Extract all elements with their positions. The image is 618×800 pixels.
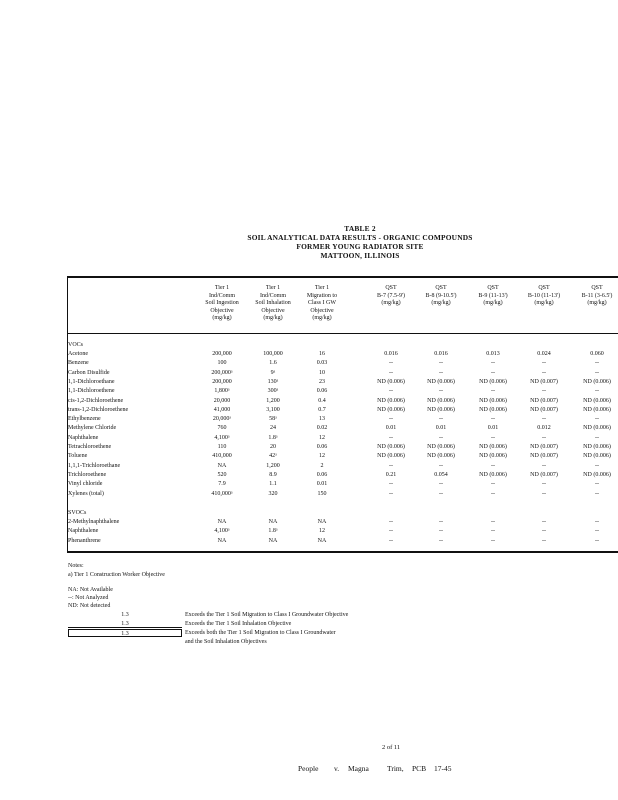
table-cell: ND (0.007) xyxy=(530,453,558,460)
column-header-line: B-7 (7.5-9') xyxy=(376,292,406,299)
table-cell: -- xyxy=(389,360,393,367)
table-number: TABLE 2 xyxy=(344,224,376,233)
column-header xyxy=(245,285,301,323)
footer-word-2: v. xyxy=(334,764,340,773)
table-cell: 0.024 xyxy=(537,351,551,357)
column-header-line: (mg/kg) xyxy=(534,300,554,307)
table-cell: ND (0.006) xyxy=(427,444,455,450)
table-cell: ND (0.006) xyxy=(583,378,611,385)
table-cell: ND (0.006) xyxy=(583,425,611,432)
column-header xyxy=(410,285,472,308)
table-cell: 130ᵃ xyxy=(267,378,279,385)
column-header-line: Ind/Comm xyxy=(208,292,235,299)
table-cell: ND (0.006) xyxy=(377,453,405,460)
table-cell: 0.03 xyxy=(316,360,328,367)
table-cell: 200,000ᵃ xyxy=(211,369,233,376)
legend-text-1: Exceeds the Tier 1 Soil Migration to Class I Groundwater Objective xyxy=(185,612,349,618)
table-cell: -- xyxy=(439,388,443,395)
table-cell: ND (0.006) xyxy=(427,378,455,385)
table-cell: 0.06 xyxy=(316,444,328,450)
column-header-line: Objective xyxy=(210,307,234,314)
table-cell: ND (0.006) xyxy=(583,406,611,413)
table-cell: 300ᵃ xyxy=(267,388,279,395)
table-cell: 200,000 xyxy=(212,378,232,385)
site-name: FORMER YOUNG RADIATOR SITE xyxy=(296,242,424,251)
abbr-not-analyzed: --: Not Analyzed xyxy=(68,595,109,601)
column-header-line: (mg/kg) xyxy=(483,300,503,307)
table-cell: -- xyxy=(389,388,393,395)
table-cell: -- xyxy=(542,369,546,376)
table-cell: -- xyxy=(439,462,443,469)
section-heading-svocs: SVOCs xyxy=(68,510,87,516)
table-cell: ND (0.006) xyxy=(583,471,611,478)
legend-text-2: Exceeds the Tier 1 Soil Inhalation Objective xyxy=(185,621,292,627)
table-cell: 7.9 xyxy=(218,481,226,488)
table-cell: 16 xyxy=(319,351,325,357)
compound-name: cis-1,2-Dichloroethene xyxy=(68,397,124,404)
table-cell: -- xyxy=(491,360,495,367)
legend-sample-2: 1.3 xyxy=(68,620,182,628)
table-cell: 9ᵃ xyxy=(270,369,276,376)
table-cell: -- xyxy=(595,537,599,544)
table-cell: 0.01 xyxy=(316,481,328,488)
table-cell: ND (0.006) xyxy=(583,397,611,404)
table-cell: -- xyxy=(491,528,495,535)
compound-name: Toluene xyxy=(68,453,88,460)
table-cell: -- xyxy=(595,519,599,525)
abbr-nd: ND: Not detected xyxy=(68,603,111,609)
table-cell: -- xyxy=(595,388,599,395)
table-cell: ND (0.006) xyxy=(479,406,507,413)
column-header-line: (mg/kg) xyxy=(263,315,283,322)
table-cell: 4,100ᵃ xyxy=(214,528,230,535)
legend-text-3: Exceeds both the Tier 1 Soil Migration to Class I Groundwater xyxy=(185,630,336,636)
compound-name: Trichloroethene xyxy=(68,471,107,478)
column-header-line: QST xyxy=(591,285,603,291)
compound-name: Vinyl chloride xyxy=(68,481,103,488)
compound-name: 2-Methylnaphthalene xyxy=(68,519,120,525)
table-cell: ND (0.006) xyxy=(583,444,611,450)
table-cell: -- xyxy=(542,537,546,544)
table-cell: 0.016 xyxy=(384,351,398,357)
compound-name: 1,1,1-Trichloroethane xyxy=(68,462,121,469)
table-cell: 12 xyxy=(319,453,325,460)
table-cell: -- xyxy=(439,490,443,497)
table-cell: -- xyxy=(542,416,546,423)
table-cell: -- xyxy=(491,434,495,441)
compound-name: Xylenes (total) xyxy=(68,490,104,497)
table-cell: -- xyxy=(595,462,599,469)
table-cell: 320 xyxy=(268,490,278,497)
column-header-line: (mg/kg) xyxy=(431,300,451,307)
page-number: 2 of 11 xyxy=(382,744,401,751)
table-cell: ND (0.007) xyxy=(530,406,558,413)
table-cell: 410,000ᵃ xyxy=(211,490,233,497)
column-header-line: QST xyxy=(487,285,499,291)
table-cell: -- xyxy=(542,519,546,525)
table-cell: NA xyxy=(268,537,278,544)
table-cell: 410,000 xyxy=(212,453,232,460)
table-cell: 110 xyxy=(217,444,227,450)
table-cell: -- xyxy=(491,519,495,525)
table-cell: 1,800ᵃ xyxy=(214,388,230,395)
table-cell: ND (0.006) xyxy=(377,378,405,385)
column-header-line: B-10 (11-13') xyxy=(527,292,561,299)
table-cell: -- xyxy=(595,490,599,497)
table-cell: -- xyxy=(542,528,546,535)
table-cell: 58ᵃ xyxy=(269,416,277,423)
table-cell: 1.1 xyxy=(269,481,277,488)
legend-sample-1: 1.3 xyxy=(121,612,129,618)
header-rule xyxy=(67,333,618,334)
table-cell: -- xyxy=(542,462,546,469)
table-cell: -- xyxy=(389,528,393,535)
abbr-na: NA: Not Available xyxy=(68,587,113,593)
table-cell: ND (0.006) xyxy=(479,444,507,450)
table-cell: 23 xyxy=(319,378,325,385)
table-cell: ND (0.006) xyxy=(427,453,455,460)
table-cell: 1,200 xyxy=(266,462,280,469)
notes-heading: Notes: xyxy=(68,563,84,569)
table-cell: -- xyxy=(439,537,443,544)
table-cell: NA xyxy=(268,519,278,525)
table-cell: -- xyxy=(439,360,443,367)
compound-name: Naphthalene xyxy=(68,528,99,535)
table-cell: -- xyxy=(491,537,495,544)
compound-name: Naphthalene xyxy=(68,434,99,441)
column-header-line: (mg/kg) xyxy=(381,300,401,307)
column-header-line: (mg/kg) xyxy=(212,315,232,322)
column-header xyxy=(513,285,575,308)
table-cell: 0.01 xyxy=(385,425,397,432)
table-cell: 0.013 xyxy=(486,351,500,357)
table-cell: 13 xyxy=(319,416,325,423)
table-cell: 1.8ᵃ xyxy=(268,528,278,535)
column-header-line: B-11 (3-6.5') xyxy=(581,292,613,299)
table-cell: 3,100 xyxy=(266,406,280,413)
table-cell: 4,100ᵃ xyxy=(214,434,230,441)
table-cell: -- xyxy=(595,528,599,535)
compound-name: Ethylbenzene xyxy=(68,416,101,423)
compound-name: Tetrachloroethene xyxy=(68,444,112,450)
table-cell: 200,000 xyxy=(212,351,232,357)
table-cell: 1.6 xyxy=(269,360,277,367)
compound-name: Carbon Disulfide xyxy=(68,369,110,376)
table-cell: -- xyxy=(595,360,599,367)
footer-word-1: People xyxy=(298,764,319,773)
table-cell: -- xyxy=(389,481,393,488)
table-cell: -- xyxy=(491,462,495,469)
column-header-line: QST xyxy=(385,285,397,291)
column-header-line: Class I GW xyxy=(308,300,336,307)
column-header-line: (mg/kg) xyxy=(312,315,332,322)
table-cell: 100 xyxy=(217,360,227,367)
table-cell: 100,000 xyxy=(263,351,283,357)
table-cell: 2 xyxy=(320,462,324,469)
table-cell: ND (0.006) xyxy=(377,406,405,413)
table-cell: ND (0.006) xyxy=(583,453,611,460)
table-cell: -- xyxy=(389,490,393,497)
table-cell: 0.054 xyxy=(434,471,448,478)
footer-word-3: Magna xyxy=(348,764,369,773)
table-cell: 0.4 xyxy=(318,397,326,404)
table-cell: ND (0.006) xyxy=(479,397,507,404)
footer-word-4: Trim, xyxy=(387,764,404,773)
table-cell: ND (0.006) xyxy=(377,397,405,404)
column-header xyxy=(572,285,618,308)
table-cell: 12 xyxy=(319,434,325,441)
table-top-rule xyxy=(67,276,618,278)
compound-name: Acetone xyxy=(68,351,88,357)
table-cell: 8.9 xyxy=(269,471,277,478)
column-header-line: Migration to xyxy=(306,292,338,299)
table-cell: -- xyxy=(491,416,495,423)
table-cell: -- xyxy=(439,416,443,423)
compound-name: 1,1-Dichloroethane xyxy=(68,378,115,385)
legend-sample-3: 1.3 xyxy=(68,629,182,637)
table-cell: -- xyxy=(389,434,393,441)
table-cell: -- xyxy=(491,388,495,395)
column-header-line: B-8 (9-10.5') xyxy=(425,292,457,299)
table-cell: 0.06 xyxy=(316,471,328,478)
table-cell: 0.02 xyxy=(316,425,328,432)
table-cell: -- xyxy=(439,369,443,376)
table-cell: -- xyxy=(595,434,599,441)
column-header-line: Tier 1 xyxy=(214,285,230,291)
compound-name: Methylene Chloride xyxy=(68,425,117,432)
footer-word-6: 17-45 xyxy=(434,764,452,773)
table-cell: ND (0.006) xyxy=(427,406,455,413)
table-cell: -- xyxy=(491,490,495,497)
column-header xyxy=(294,285,350,323)
table-cell: -- xyxy=(389,416,393,423)
table-cell: ND (0.006) xyxy=(377,444,405,450)
table-cell: NA xyxy=(317,537,327,544)
table-cell: -- xyxy=(389,519,393,525)
table-cell: -- xyxy=(542,388,546,395)
table-cell: NA xyxy=(217,462,227,469)
table-cell: 0.06 xyxy=(316,388,328,395)
table-cell: 0.060 xyxy=(590,351,604,357)
table-cell: -- xyxy=(439,519,443,525)
table-cell: 20 xyxy=(270,444,276,450)
table-cell: -- xyxy=(439,528,443,535)
compound-name: trans-1,2-Dichloroethene xyxy=(68,406,129,413)
table-cell: -- xyxy=(389,462,393,469)
table-cell: -- xyxy=(542,490,546,497)
column-header-line: B-9 (11-13') xyxy=(478,292,508,299)
table-cell: ND (0.007) xyxy=(530,397,558,404)
column-header xyxy=(194,285,250,323)
table-cell: -- xyxy=(595,369,599,376)
note-a: a) Tier 1 Construction Worker Objective xyxy=(68,572,165,578)
table-bottom-rule xyxy=(67,551,618,553)
table-cell: -- xyxy=(542,434,546,441)
table-cell: 10 xyxy=(319,369,325,376)
column-header-line: Soil Inhalation xyxy=(255,300,291,307)
legend-text-3b: and the Soil Inhalation Objectives xyxy=(185,639,267,645)
table-cell: 150 xyxy=(317,490,327,497)
table-cell: 41,000 xyxy=(213,406,231,413)
table-cell: 760 xyxy=(217,425,227,432)
footer-word-5: PCB xyxy=(412,764,427,773)
table-cell: -- xyxy=(389,369,393,376)
column-header-line: (mg/kg) xyxy=(587,300,607,307)
table-cell: ND (0.006) xyxy=(479,471,507,478)
table-cell: ND (0.006) xyxy=(479,453,507,460)
table-cell: 520 xyxy=(217,471,227,478)
table-cell: -- xyxy=(389,537,393,544)
table-cell: -- xyxy=(542,360,546,367)
table-cell: 0.01 xyxy=(487,425,499,432)
column-header-line: Soil Ingestion xyxy=(205,300,239,307)
compound-name: 1,1-Dichloroethene xyxy=(68,388,115,395)
table-cell: ND (0.007) xyxy=(530,378,558,385)
column-header-line: Ind/Comm xyxy=(259,292,286,299)
column-header-line: Objective xyxy=(310,307,334,314)
compound-name: Phenanthrene xyxy=(68,537,101,544)
table-cell: ND (0.006) xyxy=(427,397,455,404)
table-cell: -- xyxy=(439,481,443,488)
table-cell: 0.7 xyxy=(318,406,326,413)
table-cell: 20,000 xyxy=(213,397,231,404)
table-cell: NA xyxy=(217,519,227,525)
table-cell: 24 xyxy=(270,425,276,432)
column-header-line: Tier 1 xyxy=(265,285,281,291)
table-cell: 0.01 xyxy=(435,425,447,432)
column-header-line: QST xyxy=(538,285,550,291)
column-header-line: Objective xyxy=(261,307,285,314)
table-cell: 42ᵃ xyxy=(269,453,277,460)
table-cell: 20,000ᵃ xyxy=(212,416,232,423)
table-cell: ND (0.007) xyxy=(530,471,558,478)
table-title: SOIL ANALYTICAL DATA RESULTS - ORGANIC COMPOUNDS xyxy=(247,233,473,242)
table-cell: 0.012 xyxy=(537,425,551,432)
table-cell: 0.21 xyxy=(385,471,397,478)
table-cell: 1,200 xyxy=(266,397,280,404)
site-location: MATTOON, ILLINOIS xyxy=(320,251,400,260)
table-cell: 0.016 xyxy=(434,351,448,357)
table-cell: -- xyxy=(595,481,599,488)
table-cell: 1.8ᵃ xyxy=(268,434,278,441)
table-cell: ND (0.007) xyxy=(530,444,558,450)
table-cell: 12 xyxy=(319,528,325,535)
table-cell: NA xyxy=(317,519,327,525)
table-cell: -- xyxy=(491,481,495,488)
table-cell: -- xyxy=(595,416,599,423)
table-cell: -- xyxy=(491,369,495,376)
section-heading-vocs: VOCs xyxy=(68,342,84,348)
column-header-line: Tier 1 xyxy=(314,285,330,291)
table-cell: -- xyxy=(439,434,443,441)
compound-name: Benzene xyxy=(68,360,89,367)
table-cell: NA xyxy=(217,537,227,544)
table-cell: -- xyxy=(542,481,546,488)
column-header-line: QST xyxy=(435,285,447,291)
table-cell: ND (0.006) xyxy=(479,378,507,385)
